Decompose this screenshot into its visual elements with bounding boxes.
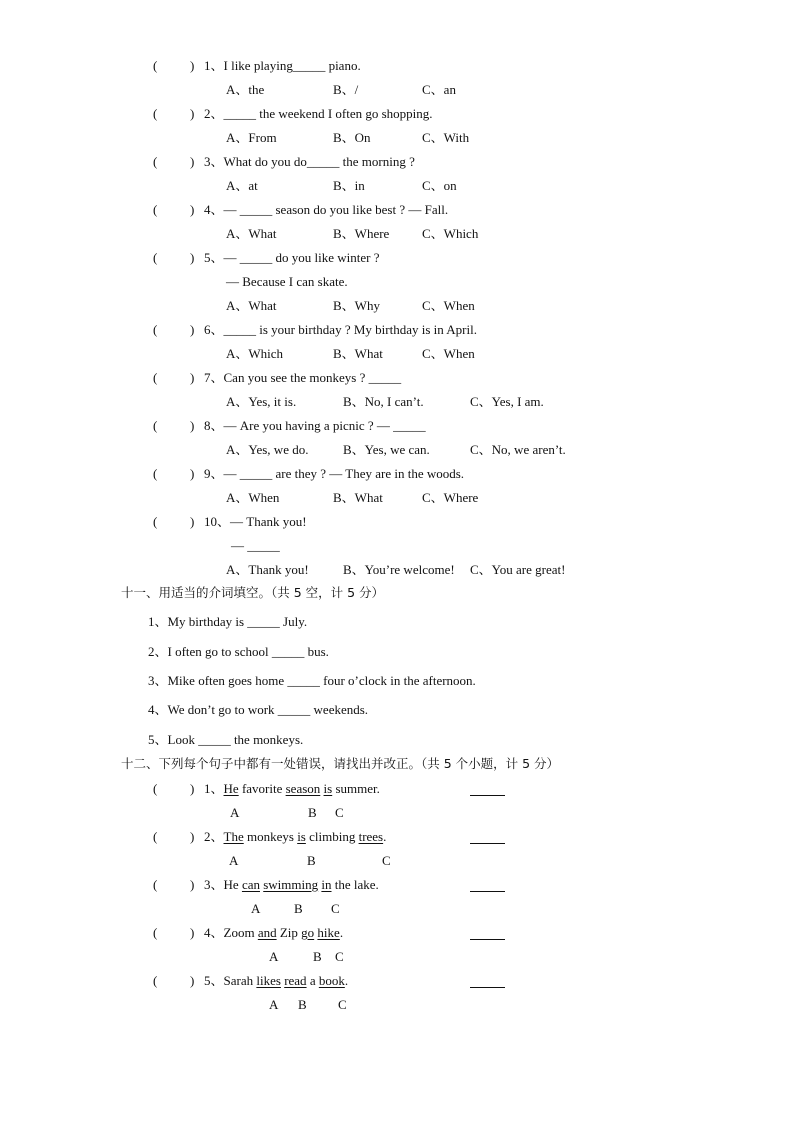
answer-paren-close: ) xyxy=(190,877,195,892)
answer-paren-close: ) xyxy=(190,418,195,433)
option-letter-c: C xyxy=(331,901,340,916)
answer-paren-open: ( xyxy=(153,877,158,892)
option-b: B、What xyxy=(333,490,383,505)
option-c: C、When xyxy=(422,298,475,313)
error-sentence xyxy=(204,973,348,989)
fill-in-item: 1、My birthday is _____ July. xyxy=(148,614,308,629)
underlined-option: read xyxy=(284,973,307,988)
option-b: B、Yes, we can. xyxy=(343,442,430,457)
answer-paren-close: ) xyxy=(190,202,195,217)
option-b: B、in xyxy=(333,178,365,193)
question-text: 7、Can you see the monkeys ? _____ xyxy=(204,370,402,385)
error-sentence xyxy=(204,829,386,845)
answer-paren-open: ( xyxy=(153,106,158,121)
answer-paren-open: ( xyxy=(153,418,158,433)
option-letter-c: C xyxy=(335,805,344,820)
sentence-segment: Sarah xyxy=(223,973,257,988)
sentence-segment: He xyxy=(223,877,242,892)
option-a: A、What xyxy=(226,298,277,313)
option-c: C、You are great! xyxy=(470,562,566,577)
question-text: 4、— _____ season do you like best ? — Fall. xyxy=(204,202,449,217)
option-b: B、Where xyxy=(333,226,390,241)
answer-paren-close: ) xyxy=(190,514,195,529)
sentence-segment: . xyxy=(339,925,344,940)
option-letter-b: B xyxy=(308,805,317,820)
underlined-option: likes xyxy=(256,973,281,988)
underlined-option: is xyxy=(297,829,306,844)
fill-in-item: 3、Mike often goes home _____ four o’clock in the afternoon. xyxy=(148,673,476,688)
option-letter-b: B xyxy=(307,853,316,868)
option-letter-b: B xyxy=(294,901,303,916)
option-letter-a: A xyxy=(269,997,279,1012)
sentence-segment: summer. xyxy=(332,781,380,796)
answer-paren-open: ( xyxy=(153,925,158,940)
underlined-option: trees xyxy=(358,829,384,844)
sentence-segment: the lake. xyxy=(331,877,379,892)
question-text: 2、_____ the weekend I often go shopping. xyxy=(204,106,433,121)
sentence-segment: climbing xyxy=(305,829,359,844)
question-text: 3、What do you do_____ the morning ? xyxy=(204,154,415,169)
option-a: A、Yes, it is. xyxy=(226,394,297,409)
item-number: 2、 xyxy=(204,829,224,844)
question-text: 9、— _____ are they ? — They are in the woods. xyxy=(204,466,465,481)
underlined-option: book xyxy=(318,973,345,988)
answer-paren-close: ) xyxy=(190,106,195,121)
sentence-segment: favorite xyxy=(238,781,286,796)
option-letter-a: A xyxy=(269,949,279,964)
option-letter-c: C xyxy=(338,997,347,1012)
underlined-option: He xyxy=(223,781,239,796)
fill-in-item: 4、We don’t go to work _____ weekends. xyxy=(148,702,369,717)
answer-paren-close: ) xyxy=(190,973,195,988)
section-title-12: 十二、下列每个句子中都有一处错误，请找出并改正。（共 5 个小题，计 5 分） xyxy=(121,756,560,771)
item-number: 4、 xyxy=(204,925,224,940)
error-sentence xyxy=(204,925,343,941)
underlined-option: The xyxy=(223,829,244,844)
underlined-option: and xyxy=(257,925,277,940)
section-title-11: 十一、用适当的介词填空。（共 5 空，计 5 分） xyxy=(121,585,385,600)
option-letter-b: B xyxy=(313,949,322,964)
correction-blank[interactable] xyxy=(470,843,505,844)
answer-paren-open: ( xyxy=(153,466,158,481)
sentence-segment: . xyxy=(383,829,387,844)
option-a: A、When xyxy=(226,490,280,505)
answer-paren-close: ) xyxy=(190,370,195,385)
underlined-option: can xyxy=(241,877,260,892)
answer-paren-open: ( xyxy=(153,973,158,988)
option-b: B、No, I can’t. xyxy=(343,394,424,409)
answer-paren-open: ( xyxy=(153,322,158,337)
underlined-option: in xyxy=(321,877,332,892)
fill-in-item: 2、I often go to school _____ bus. xyxy=(148,644,329,659)
answer-paren-open: ( xyxy=(153,514,158,529)
answer-paren-close: ) xyxy=(190,250,195,265)
sentence-segment: . xyxy=(344,973,349,988)
correction-blank[interactable] xyxy=(470,987,505,988)
option-b: B、On xyxy=(333,130,371,145)
option-a: A、the xyxy=(226,82,265,97)
underlined-option: go xyxy=(301,925,315,940)
correction-blank[interactable] xyxy=(470,795,505,796)
option-c: C、Yes, I am. xyxy=(470,394,544,409)
correction-blank[interactable] xyxy=(470,939,505,940)
underlined-option: hike xyxy=(317,925,340,940)
answer-paren-open: ( xyxy=(153,781,158,796)
option-a: A、What xyxy=(226,226,277,241)
question-reply: — _____ xyxy=(231,538,280,553)
option-a: A、Thank you! xyxy=(226,562,309,577)
answer-paren-close: ) xyxy=(190,58,195,73)
option-letter-b: B xyxy=(298,997,307,1012)
sentence-segment: a xyxy=(306,973,319,988)
answer-paren-open: ( xyxy=(153,58,158,73)
underlined-option: season xyxy=(285,781,321,796)
underlined-option: is xyxy=(323,781,333,796)
option-letter-c: C xyxy=(382,853,391,868)
error-sentence xyxy=(204,781,380,797)
option-c: C、Which xyxy=(422,226,479,241)
sentence-segment: Zip xyxy=(276,925,302,940)
answer-paren-close: ) xyxy=(190,322,195,337)
option-a: A、Yes, we do. xyxy=(226,442,309,457)
error-sentence xyxy=(204,877,379,893)
question-reply: — Because I can skate. xyxy=(226,274,348,289)
sentence-segment: Zoom xyxy=(223,925,258,940)
answer-paren-close: ) xyxy=(190,466,195,481)
fill-in-item: 5、Look _____ the monkeys. xyxy=(148,732,304,747)
question-text: 6、_____ is your birthday ? My birthday is in April. xyxy=(204,322,477,337)
question-text: 5、— _____ do you like winter ? xyxy=(204,250,380,265)
answer-paren-close: ) xyxy=(190,154,195,169)
question-text: 8、— Are you having a picnic ? — _____ xyxy=(204,418,426,433)
correction-blank[interactable] xyxy=(470,891,505,892)
question-text: 10、— Thank you! xyxy=(204,514,307,529)
option-c: C、When xyxy=(422,346,475,361)
option-c: C、an xyxy=(422,82,456,97)
option-c: C、No, we aren’t. xyxy=(470,442,566,457)
option-letter-a: A xyxy=(229,853,239,868)
option-letter-a: A xyxy=(230,805,240,820)
answer-paren-open: ( xyxy=(153,202,158,217)
option-a: A、From xyxy=(226,130,277,145)
option-b: B、/ xyxy=(333,82,359,97)
option-b: B、Why xyxy=(333,298,380,313)
option-a: A、at xyxy=(226,178,258,193)
sentence-segment: monkeys xyxy=(243,829,298,844)
option-b: B、What xyxy=(333,346,383,361)
option-letter-a: A xyxy=(251,901,261,916)
answer-paren-close: ) xyxy=(190,829,195,844)
question-text: 1、I like playing_____ piano. xyxy=(204,58,361,73)
answer-paren-open: ( xyxy=(153,154,158,169)
option-b: B、You’re welcome! xyxy=(343,562,455,577)
item-number: 1、 xyxy=(204,781,224,796)
answer-paren-close: ) xyxy=(190,781,195,796)
item-number: 3、 xyxy=(204,877,224,892)
answer-paren-open: ( xyxy=(153,250,158,265)
option-c: C、Where xyxy=(422,490,479,505)
answer-paren-open: ( xyxy=(153,829,158,844)
option-c: C、With xyxy=(422,130,470,145)
option-letter-c: C xyxy=(335,949,344,964)
item-number: 5、 xyxy=(204,973,224,988)
answer-paren-close: ) xyxy=(190,925,195,940)
underlined-option: swimming xyxy=(263,877,319,892)
option-a: A、Which xyxy=(226,346,284,361)
option-c: C、on xyxy=(422,178,457,193)
answer-paren-open: ( xyxy=(153,370,158,385)
